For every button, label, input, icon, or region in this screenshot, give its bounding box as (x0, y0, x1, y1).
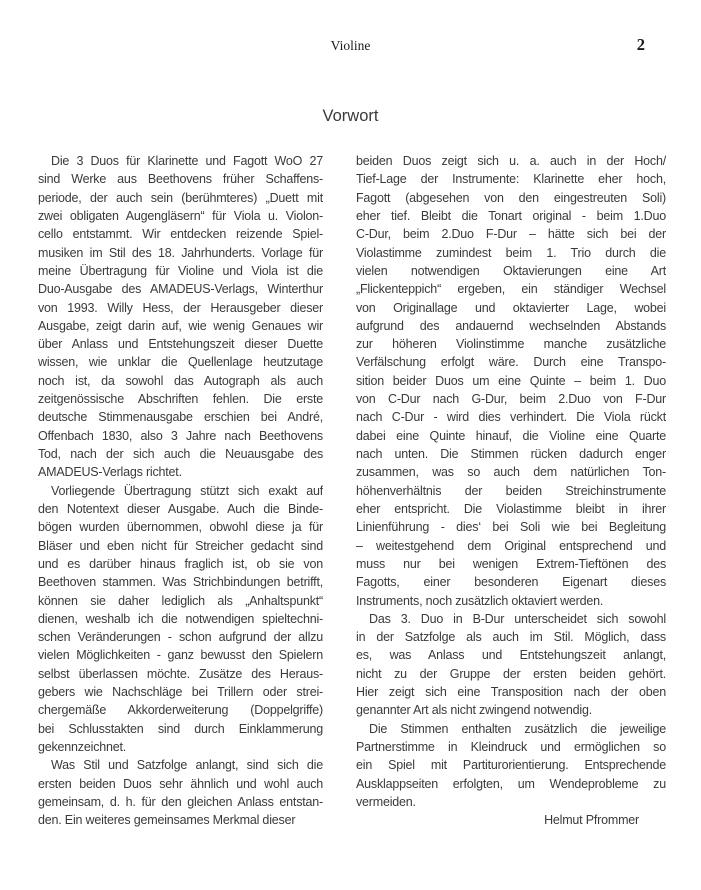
text-line: ersten beiden Duos sehr ähnlich und wohl auch (38, 776, 323, 791)
text-line: und es darüber hinaus fraglich ist, ob sie von (38, 556, 323, 571)
text-line: chergemäße Akkorderweiterung (Doppelgriffe) (38, 703, 323, 718)
text-line: können sie daher lediglich als „Anhaltspunkt“ (38, 593, 323, 608)
text-line: bögen wurden übernommen, obwohl diese ja für (38, 520, 323, 535)
text-line: Instruments, noch zusätzlich oktaviert werden. (356, 593, 604, 608)
text-line: den Notentext dieser Ausgabe. Auch die Binde- (38, 501, 323, 516)
text-line: Violastimme zumindest beim 1. Trio durch die (356, 245, 666, 260)
text-line: Fagott (abgesehen von den eingestreuten Soli) (356, 190, 666, 205)
text-line: vielen notwendigen Oktavierungen eine Art (356, 263, 666, 278)
text-line: bei Schlusstakten sind durch Einklammerung (38, 721, 323, 736)
text-line: sind Werke aus Beethovens früher Schaffens- (38, 172, 323, 187)
text-line: von Originallage und oktavierter Lage, wobei (356, 300, 666, 315)
text-line: vielen Möglichkeiten - ganz bewusst den Spielern (38, 648, 323, 663)
text-line: ein Spiel mit Partiturorientierung. Entsprechende (356, 758, 666, 773)
text-line: sition beider Duos um eine Quinte – beim 1. Duo (356, 373, 666, 388)
text-line: wissen, wie unklar die Quellenlage heutzutage (38, 355, 323, 370)
text-line: eher entspricht. Die Violastimme bleibt in ihrer (356, 501, 666, 516)
text-line: zur höheren Violinstimme manche zusätzliche (356, 337, 666, 352)
text-line: schen Veränderungen - schon aufgrund der allzu (38, 630, 323, 645)
text-line: Offenbach 1830, also 3 Jahre nach Beethovens (38, 428, 323, 443)
paragraph (38, 482, 323, 757)
text-line: C-Dur, beim 2.Duo F-Dur – hätte sich bei der (356, 227, 666, 242)
text-line: noch ist, da sowohl das Autograph als auch (38, 373, 323, 388)
text-line: cello entstammt. Wir entdecken reizende Spiel- (38, 227, 323, 242)
text-line: aufgrund des andauernd wechselnden Abstands (356, 318, 666, 333)
text-line: musiken im Stil des 18. Jahrhunderts. Vorlage für (38, 245, 323, 260)
text-line: Tief-Lage der Instrumente: Klarinette eher hoch, (356, 172, 666, 187)
text-line: von C-Dur nach G-Dur, beim 2.Duo von F-Dur (356, 392, 666, 407)
text-line: gemeinsam, d. h. für den gleichen Anlass entstan- (38, 794, 323, 809)
text-line: Vorliegende Übertragung stützt sich exakt auf (51, 483, 323, 498)
text-line: zeitgenössische Abschriften fehlen. Die erste (38, 392, 323, 407)
page-number: 2 (636, 35, 645, 54)
text-line: meine Übertragung für Violine und Viola ist die (38, 263, 323, 278)
text-line: gekennzeichnet. (38, 740, 127, 754)
text-line: selbst überlassen möchte. Zusätze des Heraus- (38, 666, 323, 681)
left-column (38, 152, 323, 830)
paragraph (356, 152, 666, 610)
text-line: dienen, weshalb ich die notwendigen spieltechni- (38, 611, 323, 626)
paragraph (38, 152, 323, 482)
running-title: Violine (330, 38, 371, 53)
text-line: Was Stil und Satzfolge anlangt, sind sich die (51, 758, 323, 773)
text-line: – weitestgehend dem Original entsprechend und (356, 538, 666, 553)
text-line: gebers wie Nachschläge bei Trillern oder strei- (38, 685, 323, 700)
text-line: Hier zeigt sich eine Transposition nach der oben (356, 685, 666, 700)
text-line: nicht zu der Gruppe der ersten beiden gehört. (356, 666, 666, 681)
text-line: Das 3. Duo in B-Dur unterscheidet sich sowohl (369, 611, 666, 626)
text-line: „Flickenteppich“ ergeben, ein ständiger Wechsel (356, 282, 666, 297)
text-line: von 1993. Willy Hess, der Herausgeber dieser (38, 300, 323, 315)
paragraph (356, 720, 666, 812)
text-line: Die Stimmen enthalten zusätzlich die jeweilige (369, 721, 666, 736)
text-body (38, 152, 666, 830)
section-title: Vorwort (322, 107, 379, 125)
text-line: Partnerstimme in Kleindruck und ermöglichen so (356, 740, 666, 754)
text-line: eher tief. Bleibt die Tonart original - beim 1.Duo (356, 208, 666, 223)
text-line: es, was Anlass und Entstehungszeit anlangt, (356, 648, 666, 663)
text-line: Die 3 Duos für Klarinette und Fagott WoO 27 (51, 154, 323, 168)
text-line: über Anlass und Entstehungszeit dieser Duette (38, 337, 323, 352)
paragraph (38, 756, 323, 829)
text-line: höhenverhältnis der beiden Streichinstrumente (356, 483, 666, 498)
text-line: Linienführung - dies‘ bei Soli wie bei Begleitung (356, 520, 666, 535)
text-line: den. Ein weiteres gemeinsames Merkmal dieser (38, 813, 296, 828)
text-line: nach C-Dur - wird dies verhindert. Die Viola rückt (356, 410, 666, 425)
signature-line: Helmut Pfrommer (544, 813, 639, 828)
text-line: Verfälschung erfolgt wäre. Durch eine Transpo- (356, 355, 666, 370)
text-line: Tod, nach der sich auch die Neuausgabe des (38, 447, 323, 461)
text-line: Bläser und eben nicht für Streicher gedacht sind (38, 538, 323, 553)
text-line: nach unten. Die Stimmen rücken dadurch enger (356, 447, 666, 461)
text-line: in der Satzfolge als auch im Stil. Möglich, dass (356, 630, 666, 645)
text-line: periode, der auch sein (berühmteres) „Duett mit (38, 190, 323, 205)
text-line: vermeiden. (356, 794, 416, 809)
text-line: Ausklappseiten erfolgten, um Wendeprobleme zu (356, 776, 666, 791)
text-line: Ausgabe, zeigt darin auf, wie wenig Genaues wir (38, 318, 323, 333)
text-line: muss nur bei wenigen Extrem-Tieftönen des (356, 556, 666, 571)
text-line: zusammen, was so auch dem natürlichen Ton- (356, 465, 666, 480)
text-line: zwei obligaten Augengläsern“ für Viola u. Violon- (38, 208, 323, 223)
text-line: genannter Art als nicht zwingend notwendig. (356, 703, 593, 718)
text-line: AMADEUS-Verlags richtet. (38, 465, 182, 480)
text-line: Fagotts, einer besonderen Eigenart dieses (356, 575, 666, 590)
paragraph (356, 610, 666, 720)
text-line: beiden Duos zeigt sich u. a. auch in der Hoch/ (356, 154, 666, 168)
text-line: deutsche Stimmenausgabe erschien bei André, (38, 410, 323, 425)
text-line: dabei eine Quinte hinauf, die Violine eine Quarte (356, 428, 666, 443)
right-column (356, 152, 666, 830)
text-line: Duo-Ausgabe des AMADEUS-Verlags, Winterthur (38, 282, 323, 297)
paragraph (356, 811, 666, 829)
text-line: Beethoven stammen. Was Strichbindungen betrifft, (38, 575, 323, 590)
